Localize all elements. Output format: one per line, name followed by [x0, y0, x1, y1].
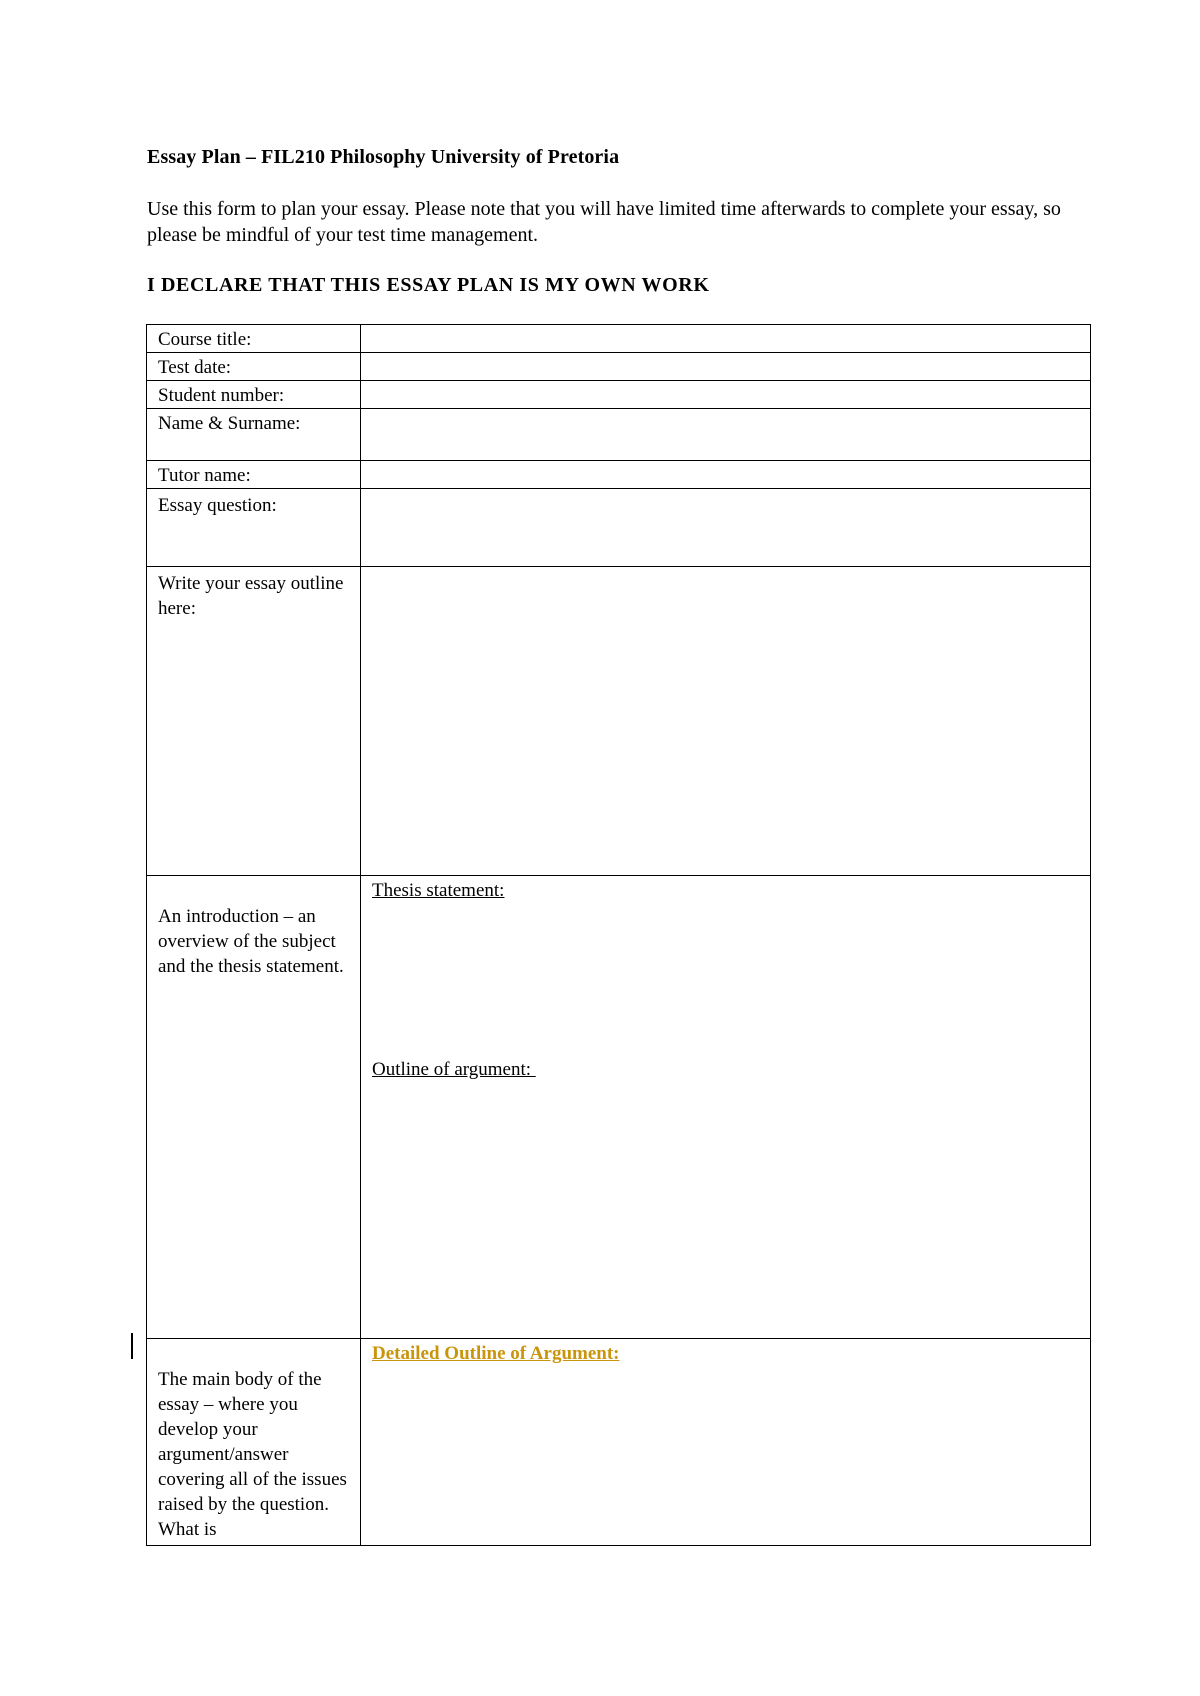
detailed-outline-heading: Detailed Outline of Argument:: [372, 1343, 620, 1364]
essay-question-label-cell: [147, 489, 361, 567]
name-surname-label-cell: [147, 409, 361, 461]
essay-outline-label-cell: [147, 567, 361, 876]
introduction-label: An introduction – an overview of the subject and the thesis statement.: [158, 906, 344, 977]
essay-question-field[interactable]: [361, 489, 1091, 567]
form-row-course-title: [147, 325, 1091, 353]
test-date-field[interactable]: [361, 353, 1091, 381]
instructions-paragraph: Use this form to plan your essay. Please note that you will have limited time afterwards to complete your essay, so please be mindful of your test time management.: [147, 198, 1061, 246]
introduction-label-cell: [147, 876, 361, 1339]
outline-of-argument-heading: Outline of argument:: [372, 1059, 536, 1080]
tutor-name-field[interactable]: [361, 461, 1091, 489]
student-number-label-cell: [147, 381, 361, 409]
course-title-field[interactable]: [361, 325, 1091, 353]
test-date-label: Test date:: [158, 357, 232, 378]
thesis-statement-space[interactable]: [372, 903, 1090, 1057]
essay-question-value[interactable]: [361, 489, 1090, 493]
declaration-heading: I DECLARE THAT THIS ESSAY PLAN IS MY OWN WORK: [147, 274, 710, 296]
test-date-label-cell: [147, 353, 361, 381]
tutor-name-label: Tutor name:: [158, 465, 251, 486]
form-row-introduction: [147, 876, 1091, 1339]
course-title-label-cell: [147, 325, 361, 353]
introduction-content: [361, 876, 1090, 1082]
form-row-essay-outline: [147, 567, 1091, 876]
essay-outline-label: Write your essay outline here:: [158, 573, 344, 619]
name-surname-field[interactable]: [361, 409, 1091, 461]
course-title-value[interactable]: [361, 325, 1090, 329]
form-row-main-body: [147, 1339, 1091, 1546]
text-cursor: [131, 1333, 133, 1359]
form-row-test-date: [147, 353, 1091, 381]
main-body-content: [361, 1339, 1090, 1366]
essay-outline-value[interactable]: [361, 567, 1090, 571]
main-body-label-cell: [147, 1339, 361, 1546]
main-body-label: The main body of the essay – where you develop your argument/answer covering all of the issues raised by the question. What is: [158, 1369, 347, 1540]
essay-plan-form: [146, 324, 1091, 1546]
form-row-name-surname: [147, 409, 1091, 461]
student-number-value[interactable]: [361, 381, 1090, 385]
course-title-label: Course title:: [158, 329, 252, 350]
tutor-name-label-cell: [147, 461, 361, 489]
form-row-student-number: [147, 381, 1091, 409]
student-number-field[interactable]: [361, 381, 1091, 409]
form-row-tutor-name: [147, 461, 1091, 489]
form-row-essay-question: [147, 489, 1091, 567]
essay-question-label: Essay question:: [158, 495, 277, 516]
name-surname-label: Name & Surname:: [158, 413, 301, 434]
introduction-field[interactable]: [361, 876, 1091, 1339]
essay-outline-field[interactable]: [361, 567, 1091, 876]
student-number-label: Student number:: [158, 385, 285, 406]
name-surname-value[interactable]: [361, 409, 1090, 413]
main-body-field[interactable]: [361, 1339, 1091, 1546]
thesis-statement-heading: Thesis statement:: [372, 880, 505, 901]
tutor-name-value[interactable]: [361, 461, 1090, 465]
document-title: Essay Plan – FIL210 Philosophy University of Pretoria: [147, 146, 620, 168]
test-date-value[interactable]: [361, 353, 1090, 357]
